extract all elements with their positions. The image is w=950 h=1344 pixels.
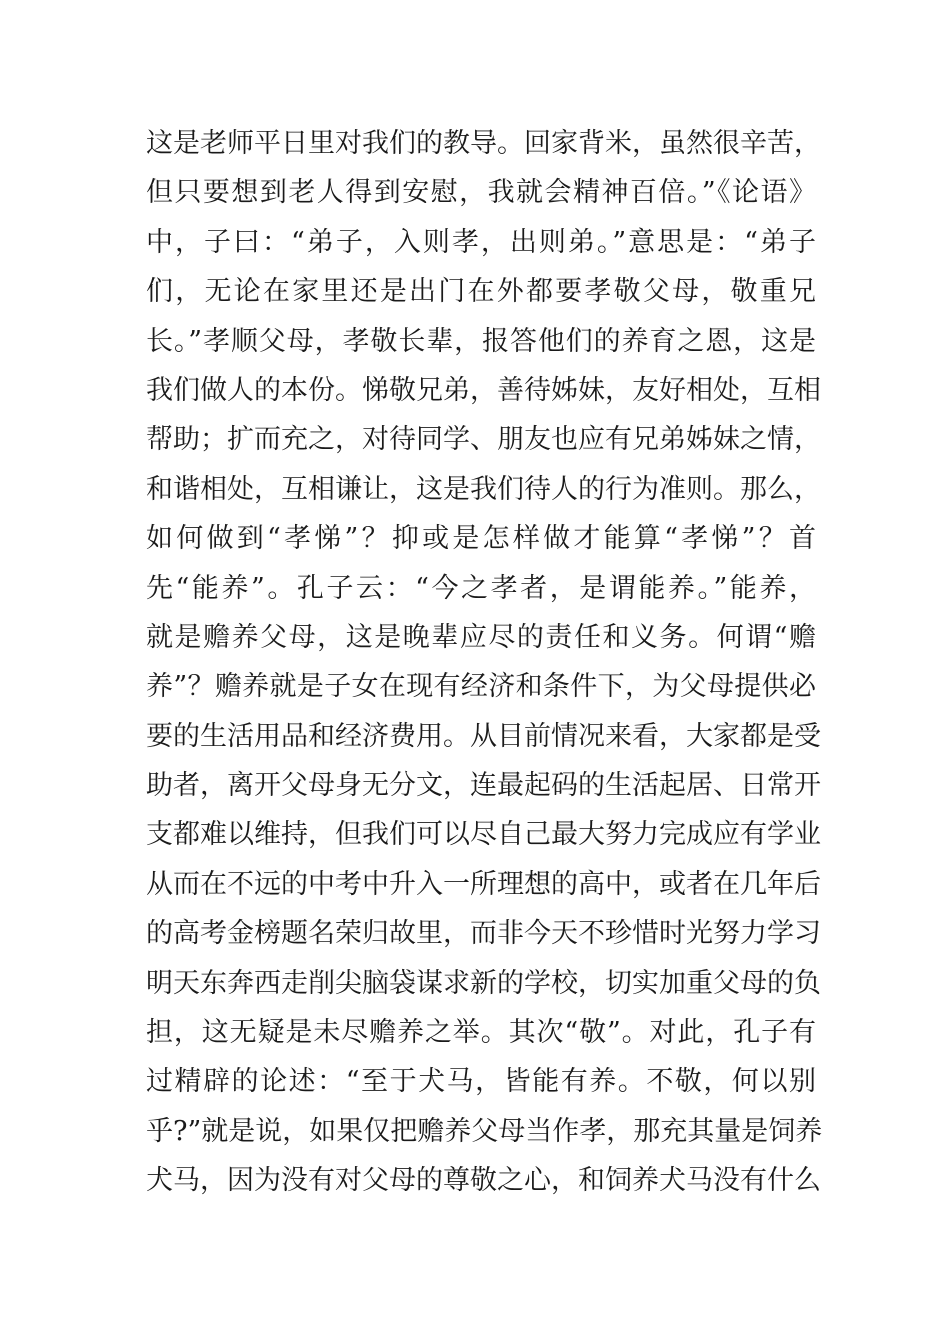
text-line: 但只要想到老人得到安慰，我就会精神百倍。”《论语》: [146, 177, 816, 209]
text-line: 这是老师平日里对我们的教导。回家背米，虽然很辛苦，: [146, 128, 821, 159]
text-line: 和谐相处，互相谦让，这是我们待人的行为准则。那么，: [146, 473, 821, 505]
text-line: 的高考金榜题名荣归故里，而非今天不珍惜时光努力学习: [146, 918, 821, 950]
text-line: 们，无论在家里还是出门在外都要孝敬父母，敬重兄: [146, 276, 816, 308]
text-line: 如何做到“孝悌”？抑或是怎样做才能算“孝悌”？首: [146, 523, 816, 555]
text-line: 助者，离开父母身无分文，连最起码的生活起居、日常开: [146, 770, 821, 802]
text-line: 我们做人的本份。悌敬兄弟，善待姊妹，友好相处，互相: [146, 374, 821, 406]
text-line: 担，这无疑是未尽赡养之举。其次“敬”。对此，孔子有: [146, 1017, 816, 1049]
text-line: 支都难以维持，但我们可以尽自己最大努力完成应有学业: [146, 819, 821, 851]
text-line: 先“能养”。孔子云：“今之孝者，是谓能养。”能养，: [146, 572, 816, 604]
body-text: [146, 119, 823, 1206]
text-line: 过精辟的论述：“至于犬马，皆能有养。不敬，何以别: [146, 1066, 816, 1098]
text-line: 犬马，因为没有对父母的尊敬之心，和饲养犬马没有什么: [146, 1165, 821, 1197]
text-line: 乎?”就是说，如果仅把赡养父母当作孝，那充其量是饲养: [146, 1115, 823, 1147]
text-line: 从而在不远的中考中升入一所理想的高中，或者在几年后: [146, 868, 821, 900]
text-line: 长。”孝顺父母，孝敬长辈，报答他们的养育之恩，这是: [146, 325, 816, 357]
text-line: 明天东奔西走削尖脑袋谋求新的学校，切实加重父母的负: [146, 967, 821, 999]
text-line: 中，子曰：“弟子，入则孝，出则弟。”意思是：“弟子: [146, 226, 816, 258]
text-line: 帮助；扩而充之，对待同学、朋友也应有兄弟姊妹之情，: [146, 424, 821, 456]
text-line: 就是赡养父母，这是晚辈应尽的责任和义务。何谓“赡: [146, 621, 816, 653]
text-line: 养”？赡养就是子女在现有经济和条件下，为父母提供必: [146, 671, 816, 703]
text-line: 要的生活用品和经济费用。从目前情况来看，大家都是受: [146, 720, 821, 752]
